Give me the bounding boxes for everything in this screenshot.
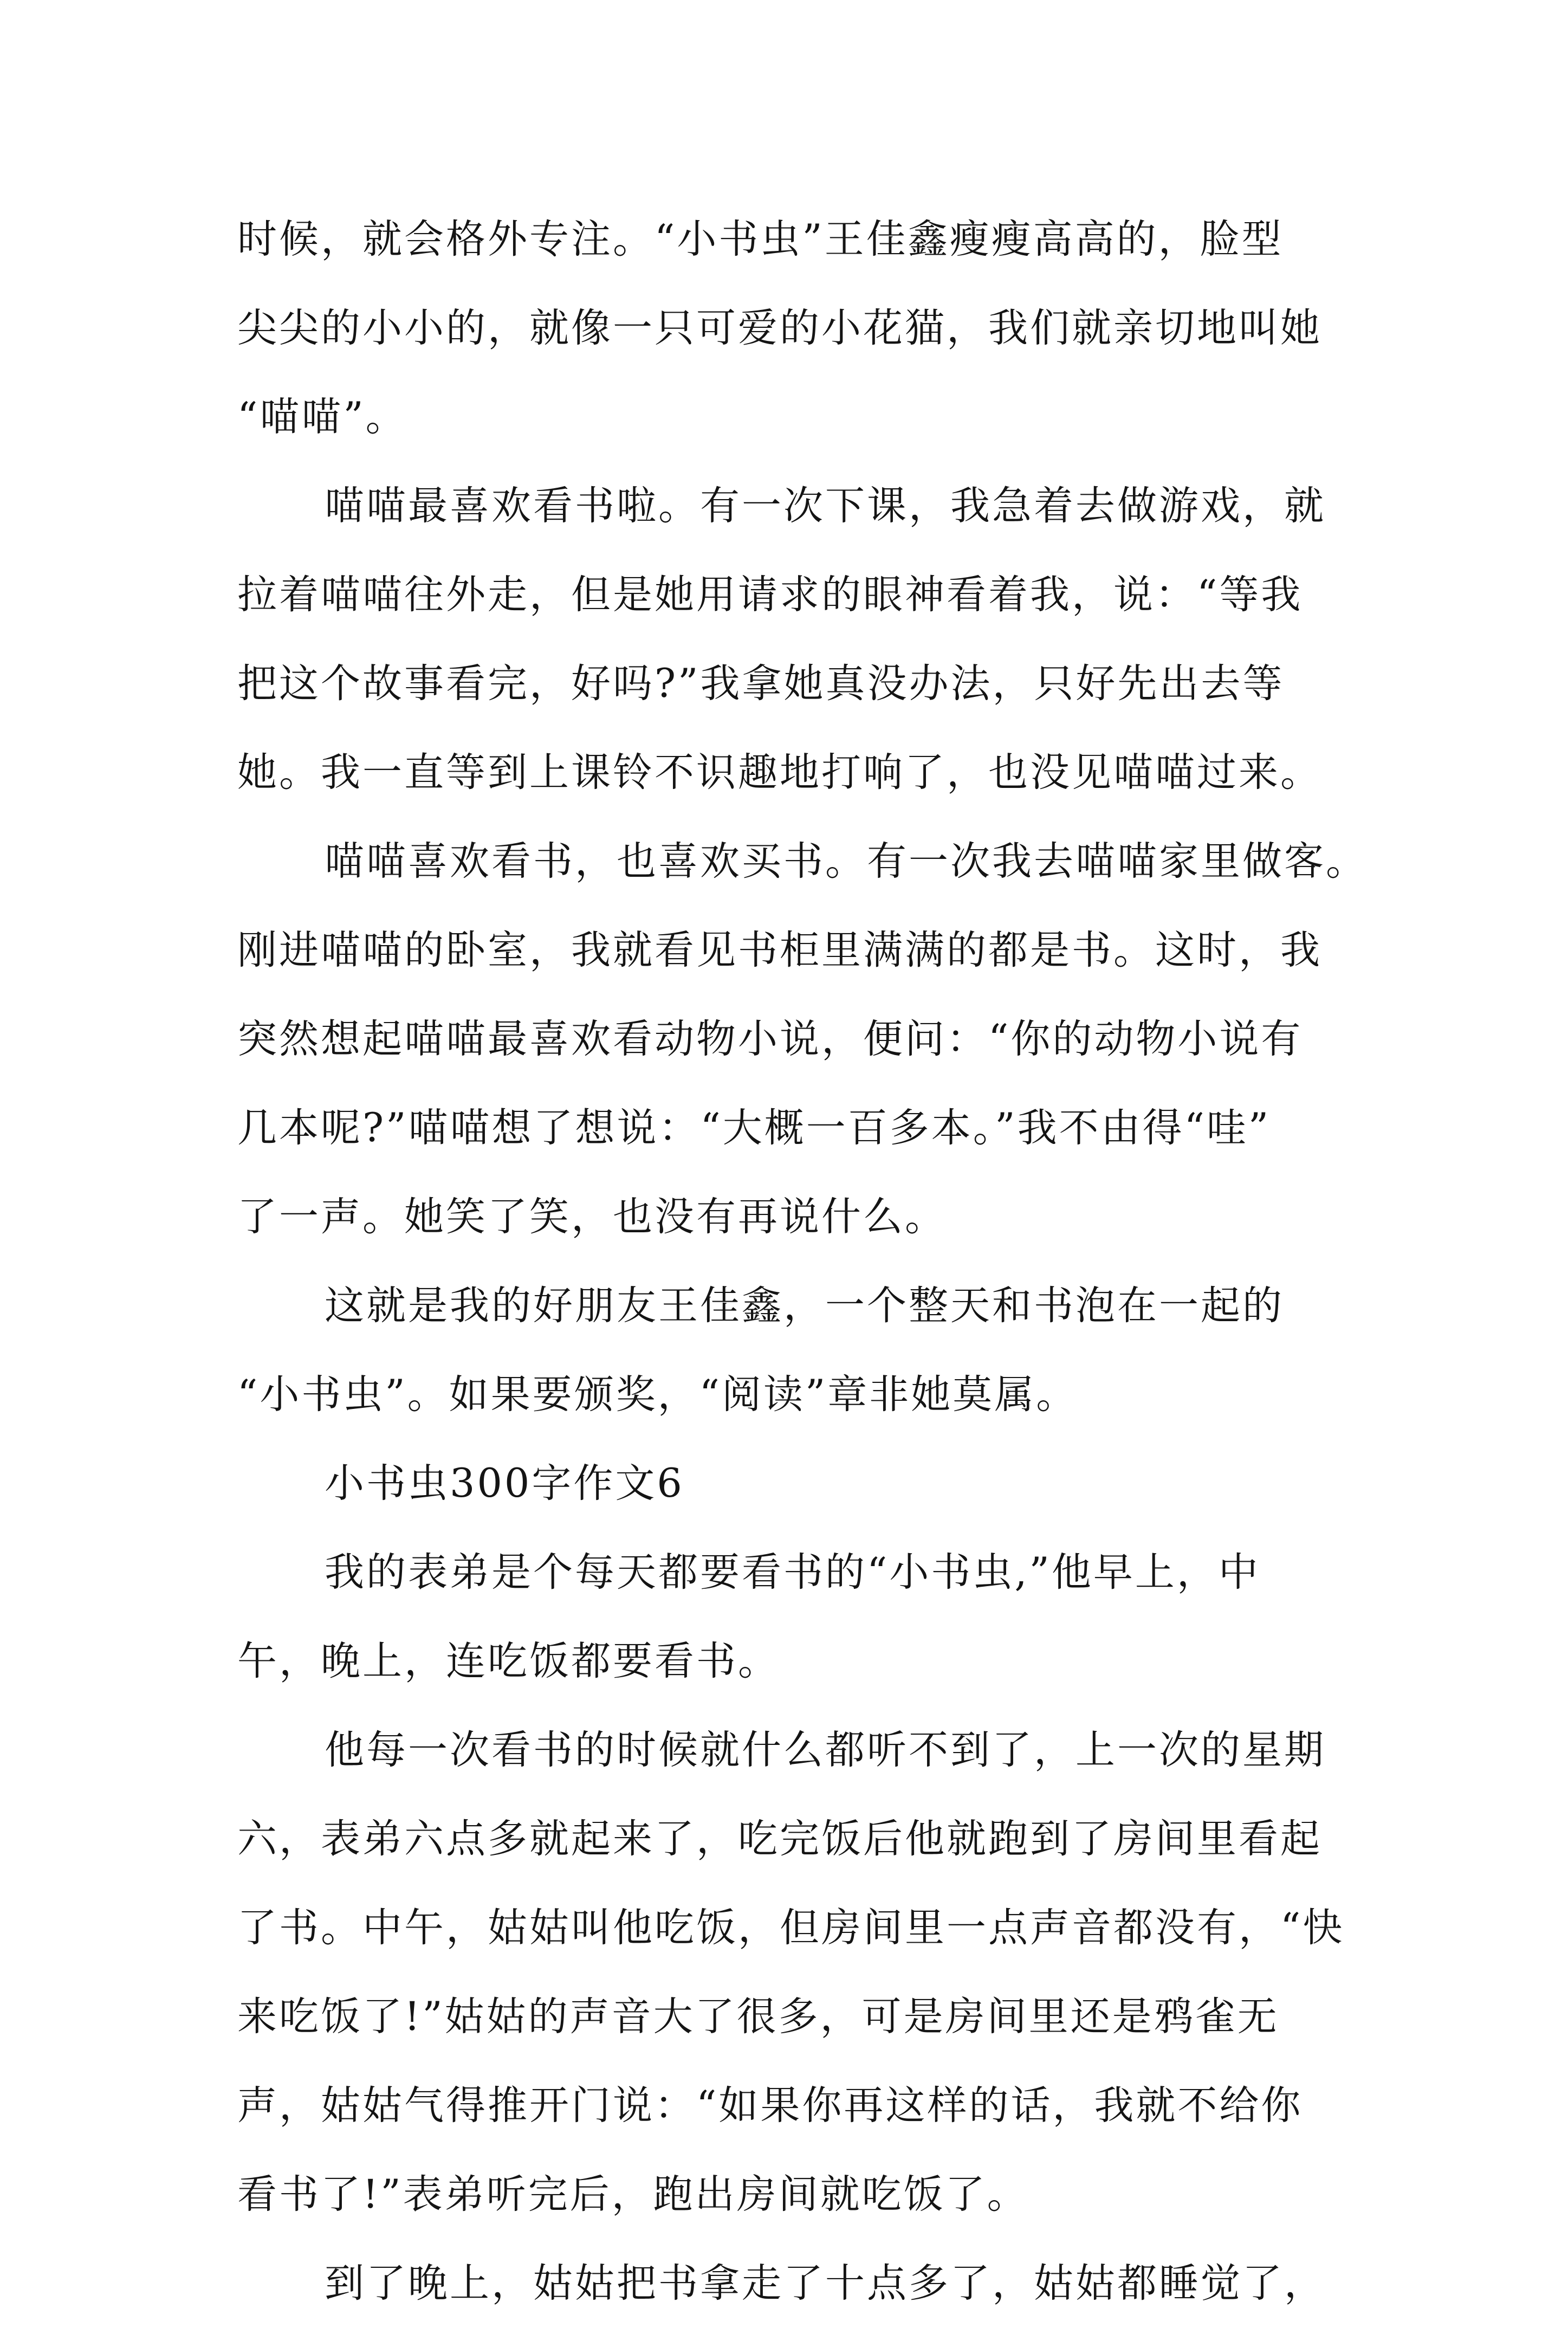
text-line: 喵喵最喜欢看书啦。有一次下课，我急着去做游戏，就 xyxy=(325,483,1326,529)
text-line: 喵喵喜欢看书，也喜欢买书。有一次我去喵喵家里做客。 xyxy=(325,838,1368,884)
text-line: 刚进喵喵的卧室，我就看见书柜里满满的都是书。这时，我 xyxy=(237,927,1322,973)
text-line: 拉着喵喵往外走，但是她用请求的眼神看着我，说：“等我 xyxy=(237,572,1303,618)
text-line: 来吃饭了!”姑姑的声音大了很多，可是房间里还是鸦雀无 xyxy=(237,1994,1279,2040)
text-line: 她。我一直等到上课铃不识趣地打响了，也没见喵喵过来。 xyxy=(237,749,1322,796)
text-line: 六，表弟六点多就起来了，吃完饭后他就跑到了房间里看起 xyxy=(237,1816,1322,1862)
text-line: 到了晚上，姑姑把书拿走了十点多了，姑姑都睡觉了， xyxy=(325,2260,1326,2306)
text-line: 小书虫300字作文6 xyxy=(325,1460,684,1506)
text-line: 了书。中午，姑姑叫他吃饭，但房间里一点声音都没有，“快 xyxy=(237,1905,1345,1951)
text-line: 午，晚上，连吃饭都要看书。 xyxy=(237,1638,780,1684)
text-line: 这就是我的好朋友王佳鑫，一个整天和书泡在一起的 xyxy=(325,1283,1284,1329)
text-line: 尖尖的小小的，就像一只可爱的小花猫，我们就亲切地叫她 xyxy=(237,305,1322,351)
text-line: 把这个故事看完，好吗?”我拿她真没办法，只好先出去等 xyxy=(237,661,1285,707)
text-line: 几本呢?”喵喵想了想说：“大概一百多本。”我不由得“哇” xyxy=(237,1105,1271,1151)
text-line: 他每一次看书的时候就什么都听不到了，上一次的星期 xyxy=(325,1727,1326,1773)
text-line: 我的表弟是个每天都要看书的“小书虫,”他早上，中 xyxy=(325,1549,1260,1595)
text-line: 了一声。她笑了笑，也没有再说什么。 xyxy=(237,1194,947,1240)
text-line: 时候，就会格外专注。“小书虫”王佳鑫瘦瘦高高的，脸型 xyxy=(237,216,1284,262)
text-line: “小书虫”。如果要颁奖，“阅读”章非她莫属。 xyxy=(237,1372,1078,1418)
essay-body xyxy=(237,195,1368,2328)
text-line: “喵喵”。 xyxy=(237,394,407,440)
text-line: 声，姑姑气得推开门说：“如果你再这样的话，我就不给你 xyxy=(237,2083,1303,2129)
text-line: 突然想起喵喵最喜欢看动物小说，便问：“你的动物小说有 xyxy=(237,1016,1303,1062)
text-line: 看书了!”表弟听完后，跑出房间就吃饭了。 xyxy=(237,2171,1029,2217)
